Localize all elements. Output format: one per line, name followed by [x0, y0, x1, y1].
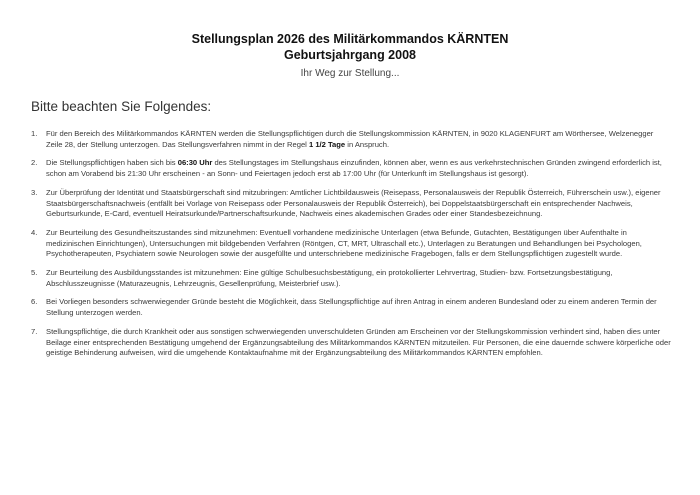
list-item-text-part: Die Stellungspflichtigen haben sich bis — [46, 158, 178, 168]
list-item-3 — [31, 188, 671, 220]
list-item-number: 1. — [31, 129, 38, 138]
list-item-text: Stellungspflichtige, die durch Krankheit oder aus sonstigen schwerwiegenden unverschuldeten Gründen am Erscheinen vor der Stellungskommission verhindert sind, haben dies unter Beilage einer entsprechenden Bestätigung umgehend der Ergänzungsabteilung des Militärkommandos KÄRNTEN mitzuteilen. Für Personen, die eine dauernde schwere körperliche oder geistige Behinderung aufweisen, wird die umgehende Kontaktaufnahme mit der Ergänzungsabteilung des Militärkommandos KÄRNTEN empfohlen. — [46, 326, 671, 358]
instructions-list — [31, 129, 671, 359]
list-item-text-part: in Anspruch. — [345, 139, 390, 149]
list-item-text: Zur Beurteilung des Ausbildungsstandes ist mitzunehmen: Eine gültige Schulbesuchsbestätigung, ein protokollierter Lehrvertrag, Studien- bzw. Fortsetzungsbestätigung, Abschlusszeugnisse (Maturazeugnis, Lehrzeugnis, Gesellenprüfung, Meisterbrief usw.). — [46, 268, 613, 288]
list-item-emphasis: 1 1/2 Tage — [308, 139, 346, 149]
list-item-6 — [31, 297, 671, 318]
list-item-text: Bei Vorliegen besonders schwerwiegender Gründe besteht die Möglichkeit, dass Stellungspflichtige auf ihren Antrag in einem anderen Bundesland oder zu einem anderen Termin der Stellung unterzogen werden. — [46, 297, 657, 318]
list-item-number: 2. — [31, 158, 38, 168]
document-subtitle: Ihr Weg zur Stellung... — [300, 68, 400, 79]
section-heading: Bitte beachten Sie Folgendes: — [31, 99, 212, 114]
list-item-1 — [31, 129, 671, 150]
list-item-text — [46, 158, 671, 179]
list-item-2 — [31, 158, 671, 179]
list-item-4 — [31, 228, 671, 260]
list-item-7 — [31, 327, 671, 359]
list-item-5 — [31, 268, 671, 289]
document-title-line-1: Stellungsplan 2026 des Militärkommandos KÄRNTEN — [191, 32, 509, 46]
list-item-number: 3. — [31, 187, 38, 197]
list-item-number: 6. — [31, 297, 38, 307]
list-item-text-part: des Stellungstages im Stellungshaus einzufinden, können aber, wenn es aus verkehrstechnischen Gründen zwingend erforderlich ist, schon am Vorabend bis 21:30 Uhr erscheinen - an Sonn- und Feiertagen jedoch erst ab 17:00 Uhr (für Unterkunft im Stellungshaus ist gesorgt). — [46, 158, 662, 179]
list-item-text — [46, 129, 671, 150]
list-item-number: 7. — [31, 326, 38, 336]
document-title-line-2: Geburtsjahrgang 2008 — [284, 48, 416, 62]
list-item-number: 5. — [31, 268, 38, 278]
list-item-text-part: Für den Bereich des Militärkommandos KÄRNTEN werden die Stellungspflichtigen durch die Stellungskommission KÄRNTEN, in 9020 KLAGENFURT am Wörthersee, Welzenegger Zeile 28, der Stellung unterzogen. Das Stellungsverfahren nimmt in der Regel — [46, 129, 654, 149]
list-item-text: Zur Überprüfung der Identität und Staatsbürgerschaft sind mitzubringen: Amtlicher Lichtbildausweis (Reisepass, Personalausweis der Republik Österreich, Führerschein usw.), eigener Staatsbürgerschaftsnachweis (entfällt bei Vorlage von Reisepass oder Personalausweis der Republik Österreich), bei Doppelstaatsbürgerschaft ein entsprechender Nachweis, Geburtsurkunde, E-Card, eventuell Heiratsurkunde/Partnerschaftsurkunde, Nachweis eines akademischen Grades oder einer Standesbezeichnung. — [46, 187, 661, 219]
list-item-number: 4. — [31, 227, 38, 237]
list-item-text: Zur Beurteilung des Gesundheitszustandes sind mitzunehmen: Eventuell vorhandene medizinische Unterlagen (etwa Befunde, Gutachten, Bestätigungen über Aufenthalte in medizinischen Einrichtungen), Untersuchungen mit bildgebenden Verfahren (Röntgen, CT, MRT, Ultraschall etc.), Unterlagen zu Beratungen und Behandlungen bei Psychologen, Psychotherapeuten, Psychiatern sowie Neurologen sowie der ausgefüllte und unterschriebene medizinische Fragebogen, falls er dem Stellungspflichtigen zugestellt wurde. — [46, 227, 642, 259]
document-header — [0, 31, 700, 80]
list-item-emphasis: 06:30 Uhr — [177, 158, 213, 168]
